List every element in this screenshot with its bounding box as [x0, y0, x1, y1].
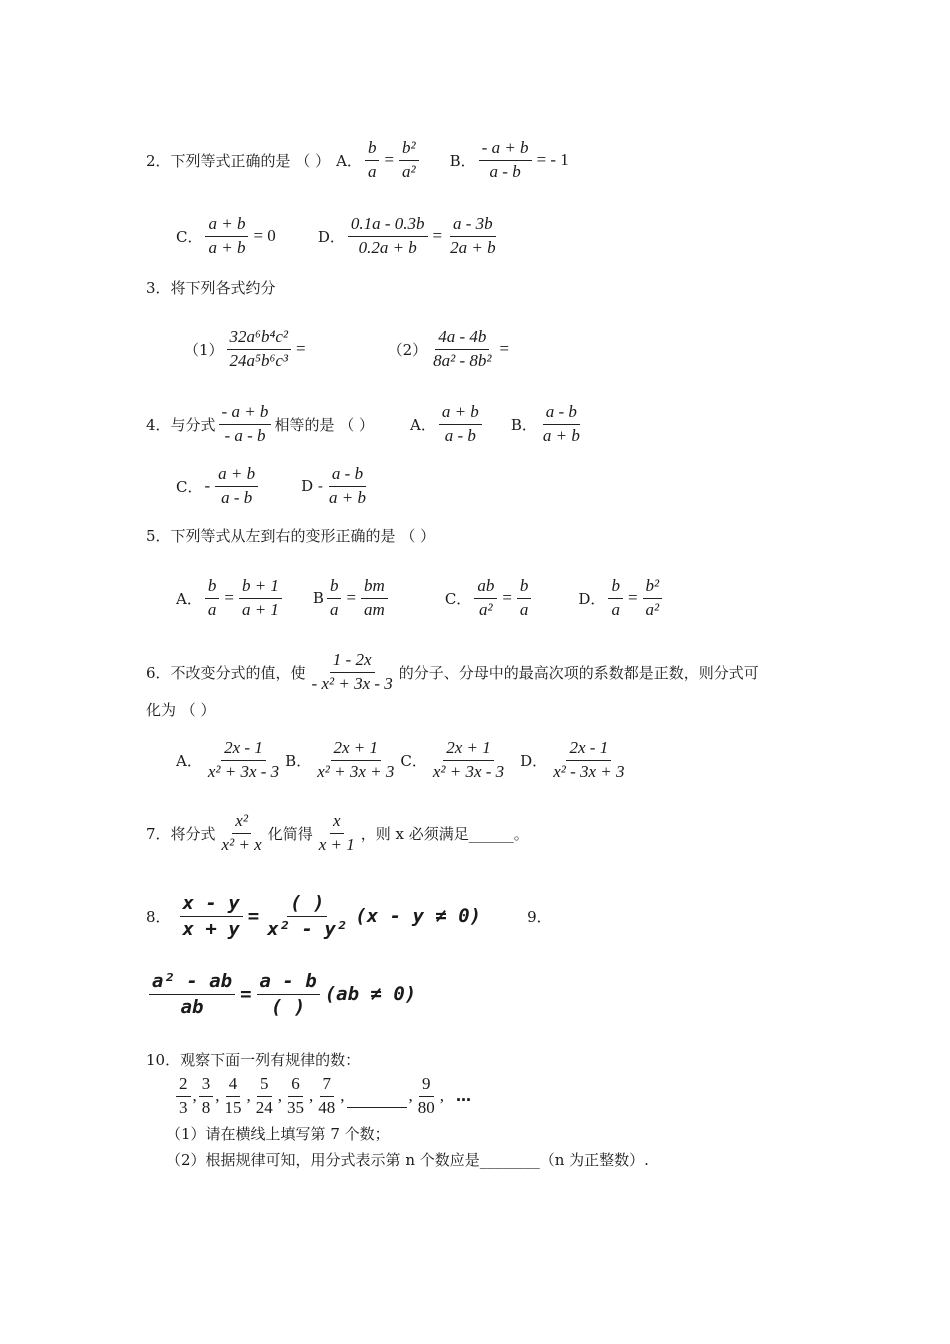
- q8-left-fraction: $\frac{x - y}{x + y}$: [180, 893, 243, 940]
- q4-expr-fraction: $\frac{- a + b}{- a - b}$: [219, 403, 272, 445]
- q10-sub1-row: [166, 1122, 390, 1144]
- q2-a-right-fraction: $\frac{\text{b²}}{\text{a²}}$: [399, 139, 419, 181]
- q7-label-pre: 7．将分式: [146, 824, 216, 843]
- q2-b-rhs: = - 1: [536, 150, 569, 169]
- q6-b-label: B．: [285, 751, 312, 770]
- q2-a-equals: =: [384, 150, 395, 169]
- q3-title: [146, 276, 276, 298]
- q10-fraction-1: $\frac{2}{3}$: [176, 1075, 191, 1117]
- q6-a-label: A．: [176, 751, 202, 770]
- q6-b-fraction: $\frac{2x + 1}{\text{x² + 3x + 3}}$: [317, 737, 395, 781]
- q9-equals: =: [240, 983, 252, 1005]
- q2-a-label: A．: [336, 151, 362, 170]
- q10-label: 10．观察下面一列有规律的数：: [146, 1050, 361, 1069]
- q10-ellipsis: …: [456, 1087, 471, 1105]
- q10-fraction-3: $\frac{4}{15}$: [224, 1073, 242, 1117]
- q10-sub2-row: [166, 1148, 649, 1170]
- q4-label-post: 相等的是 （ ）: [274, 415, 374, 434]
- q5-d-label: D．: [578, 589, 606, 608]
- q2-d-label: D．: [317, 227, 345, 246]
- q9-label: 9．: [527, 907, 552, 926]
- q2-d-right-fraction: $\frac{a - 3b}{2a + b}$: [450, 213, 496, 257]
- q7-right-fraction: $\frac{x}{x + 1}$: [318, 810, 355, 854]
- q2-c-rhs: = 0: [253, 226, 276, 245]
- q10-fraction-5: $\frac{6}{35}$: [287, 1073, 304, 1117]
- q9-left-fraction: $\frac{\text{a² - ab}}{ab}$: [149, 971, 235, 1018]
- q2-row2: [176, 212, 502, 260]
- q3-p1-label: （1）: [184, 340, 224, 359]
- q7-mid: 化简得: [267, 824, 313, 843]
- q5-options: [176, 574, 665, 622]
- q10-sub2: （2）根据规律可知，用分式表示第 n 个数应是________（n 为正整数）.: [166, 1150, 649, 1169]
- q4-b-label: B．: [510, 415, 537, 434]
- q3-p2-equals: =: [499, 339, 510, 358]
- q6-a-fraction: $\frac{2x - 1}{\text{x² + 3x - 3}}$: [207, 737, 280, 781]
- q5-d-right-fraction: $\frac{\text{b²}}{\text{a²}}$: [643, 577, 663, 619]
- q4-d-fraction: $\frac{a - b}{a + b}$: [329, 463, 366, 507]
- q7-label-post: ，则 x 必须满足______。: [360, 824, 529, 843]
- q3-p1-fraction: $\frac{\text{32a⁶b⁴c²}}{\text{24a⁵b⁶c³}}$: [227, 328, 291, 370]
- q3-parts: [184, 324, 511, 374]
- q10-sequence: $\frac{2}{3}$ , $\frac{3}{8}$ , $\frac{4}{15}$ , $\frac{5}{24}$ , $\frac{6}{35}$ , $\frac{7}{48}$ , , $\frac{9}{80}$ , …: [176, 1072, 471, 1120]
- q6-c-label: C．: [400, 751, 427, 770]
- q6-expr-fraction: $\frac{1 - 2x}{\text{- x² + 3x - 3}}$: [311, 649, 393, 693]
- q6-label-post: 的分子、分母中的最高次项的系数都是正数，则分式可: [398, 663, 759, 682]
- q5-b-label: B: [312, 589, 324, 607]
- q8-right-fraction: $\frac{( )}{\text{x² - y²}}$: [267, 891, 348, 940]
- q3-p2-label: （2）: [387, 340, 428, 359]
- q7-row: [146, 808, 529, 858]
- q4-row1: [146, 400, 586, 448]
- q5-a-left-fraction: $\frac{b}{a}$: [205, 577, 220, 619]
- q9-row: [146, 968, 418, 1020]
- q7-left-fraction: $\frac{\text{x²}}{\text{x² + x}}$: [221, 810, 262, 854]
- q5-c-left-fraction: $\frac{ab}{\text{a²}}$: [474, 577, 497, 619]
- q5-c-equals: =: [502, 588, 512, 607]
- q2-b-label: B．: [449, 151, 476, 170]
- q6-row1: [146, 648, 759, 696]
- q4-b-fraction: $\frac{a - b}{a + b}$: [542, 401, 580, 445]
- q6-d-label: D．: [520, 751, 548, 770]
- q4-a-label: A．: [409, 415, 436, 434]
- q6-d-fraction: $\frac{2x - 1}{\text{x² - 3x + 3}}$: [553, 737, 625, 781]
- q5-a-right-fraction: $\frac{b + 1}{a + 1}$: [239, 577, 282, 619]
- q5-d-left-fraction: $\frac{b}{a}$: [608, 577, 623, 619]
- q5-b-equals: =: [346, 588, 357, 607]
- q8-condition: (x - y ≠ 0): [355, 905, 482, 927]
- q6-options: [176, 736, 631, 784]
- q5-c-right-fraction: $\frac{b}{a}$: [517, 577, 532, 619]
- q5-label: 5．下列等式从左到右的变形正确的是 （ ）: [146, 526, 436, 545]
- q5-c-label: C．: [444, 589, 472, 608]
- q3-p2-fraction: $\frac{4a - 4b}{\text{8a² - 8b²}}$: [433, 326, 492, 370]
- q10-fraction-4: $\frac{5}{24}$: [255, 1073, 273, 1117]
- q2-c-fraction: $\frac{a + b}{a + b}$: [205, 215, 248, 257]
- q6-row2: [146, 698, 216, 720]
- q8-row: [146, 890, 552, 942]
- q6-label-line2: 化为 （ ）: [146, 700, 216, 719]
- q4-a-fraction: $\frac{a + b}{a - b}$: [439, 403, 482, 445]
- q5-b-left-fraction: $\frac{b}{a}$: [327, 577, 342, 619]
- q10-fraction-2: $\frac{3}{8}$: [199, 1075, 214, 1117]
- q10-fraction-6: $\frac{7}{48}$: [318, 1073, 336, 1117]
- q4-label-pre: 4．与分式: [146, 415, 216, 434]
- q2-d-equals: =: [432, 226, 443, 245]
- q4-c-fraction: $\frac{a + b}{a - b}$: [215, 465, 258, 507]
- q4-c-sign: -: [204, 476, 211, 495]
- q6-c-fraction: $\frac{2x + 1}{\text{x² + 3x - 3}}$: [432, 737, 505, 781]
- q6-label-pre: 6．不改变分式的值，使: [146, 663, 306, 682]
- q9-condition: (ab ≠ 0): [324, 983, 417, 1005]
- q5-a-equals: =: [224, 588, 234, 607]
- q9-right-fraction: $\frac{a - b}{( )}$: [257, 971, 320, 1018]
- q4-d-label: D -: [301, 477, 324, 495]
- q8-equals: =: [247, 905, 260, 927]
- q10-fraction-last: $\frac{9}{80}$: [417, 1073, 435, 1117]
- q2-b-fraction: $\frac{- a + b}{a - b}$: [479, 139, 532, 181]
- q4-row2: [176, 462, 372, 510]
- q2-row1: [146, 136, 571, 184]
- q4-c-label: C．: [176, 477, 203, 496]
- q10-sub1: （1）请在横线上填写第 7 个数；: [166, 1124, 390, 1143]
- q5-d-equals: =: [627, 588, 638, 607]
- q10-answer-blank[interactable]: [347, 1085, 407, 1108]
- q3-p1-equals: =: [296, 339, 306, 358]
- q10-title: [146, 1048, 360, 1070]
- q2-d-left-fraction: $\frac{0.1a - 0.3b}{0.2a + b}$: [348, 215, 428, 257]
- q5-a-label: A．: [176, 589, 202, 608]
- q2-a-left-fraction: $\frac{b}{a}$: [365, 139, 380, 181]
- q8-label: 8．: [146, 907, 171, 926]
- q5-b-right-fraction: $\frac{bm}{am}$: [361, 577, 388, 619]
- q3-label: 3．将下列各式约分: [146, 278, 276, 297]
- q5-title: [146, 524, 435, 546]
- q2-c-label: C．: [176, 227, 203, 246]
- q2-label: 2．下列等式正确的是 （ ）: [146, 151, 331, 170]
